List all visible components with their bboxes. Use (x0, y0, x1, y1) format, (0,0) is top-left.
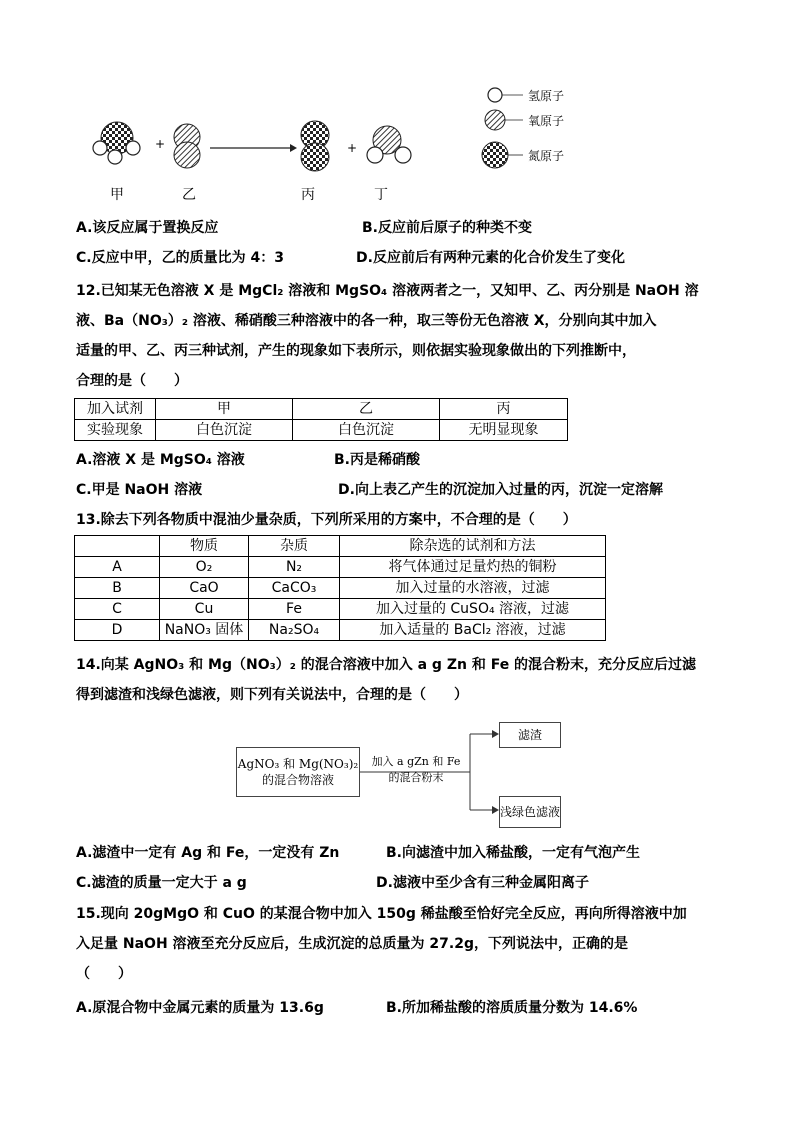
q12-table-cell-0: 实验现象 (75, 420, 156, 441)
q13-row-c-label: C (75, 599, 160, 620)
flow-source-line-1: AgNO₃ 和 Mg(NO₃)₂ (237, 757, 359, 771)
q12-table-header-2: 乙 (293, 399, 440, 420)
q13-row-c-impurity: Fe (249, 599, 340, 620)
q14-option-c: C.滤渣的质量一定大于 a g (76, 875, 247, 891)
q12-table-header-0: 加入试剂 (75, 399, 156, 420)
molecule-bing (301, 121, 329, 171)
q13-row-d-substance: NaNO₃ 固体 (160, 620, 249, 641)
q13-row-c-method: 加入过量的 CuSO₄ 溶液，过滤 (340, 599, 606, 620)
flow-arrow-label (364, 754, 468, 786)
label-bing: 丙 (301, 187, 315, 203)
q13-row-d-method: 加入适量的 BaCl₂ 溶液，过滤 (340, 620, 606, 641)
plus-sign-1: + (155, 137, 166, 151)
q12-stem-line-1: 12.已知某无色溶液 X 是 MgCl₂ 溶液和 MgSO₄ 溶液两者之一，又知甲、乙、丙分别是 NaOH 溶 (76, 283, 699, 299)
molecule-jia (93, 122, 140, 164)
q12-option-a: A.溶液 X 是 MgSO₄ 溶液 (76, 452, 245, 468)
legend-label-hydrogen: 氢原子 (528, 89, 565, 103)
label-jia: 甲 (110, 187, 124, 203)
q13-row-d-label: D (75, 620, 160, 641)
q11-option-a: A.该反应属于置换反应 (76, 220, 219, 236)
q15-option-a: A.原混合物中金属元素的质量为 13.6g (76, 1000, 324, 1016)
q12-option-d: D.向上表乙产生的沉淀加入过量的丙，沉淀一定溶解 (338, 482, 663, 498)
q13-row-a-impurity: N₂ (249, 557, 340, 578)
q13-row-b-substance: CaO (160, 578, 249, 599)
q12-table-cell-3: 无明显现象 (440, 420, 568, 441)
molecule-ding (367, 126, 411, 163)
q12-stem-line-4: 合理的是（ ） (76, 373, 188, 389)
legend-label-nitrogen: 氮原子 (528, 149, 565, 163)
q13-row-d-impurity: Na₂SO₄ (249, 620, 340, 641)
flow-source-box (236, 747, 360, 797)
q13-row-b-impurity: CaCO₃ (249, 578, 340, 599)
q12-table (74, 398, 568, 441)
flow-arrow-label-line-1: 加入 a gZn 和 Fe (371, 755, 461, 768)
q13-row-a-label: A (75, 557, 160, 578)
molecule-yi (174, 124, 200, 168)
q13-row-a-substance: O₂ (160, 557, 249, 578)
legend-hydrogen (488, 88, 523, 102)
q11-option-b: B.反应前后原子的种类不变 (362, 220, 532, 236)
q15-stem-line-3: （ ） (76, 966, 132, 982)
q15-stem-line-1: 15.现向 20gMgO 和 CuO 的某混合物中加入 150g 稀盐酸至恰好完全反应，再向所得溶液中加 (76, 906, 687, 922)
q14-option-a: A.滤渣中一定有 Ag 和 Fe，一定没有 Zn (76, 845, 340, 861)
q13-table-header-0 (75, 536, 160, 557)
q15-option-b: B.所加稀盐酸的溶质质量分数为 14.6% (386, 1000, 638, 1016)
legend-oxygen (485, 110, 523, 130)
q12-option-b: B.丙是稀硝酸 (334, 452, 420, 468)
q13-table-header-1: 物质 (160, 536, 249, 557)
q13-table-header-3: 除杂选的试剂和方法 (340, 536, 606, 557)
flow-output-filtrate: 浅绿色滤液 (499, 796, 561, 828)
q12-stem-line-2: 液、Ba（NO₃）₂ 溶液、稀硝酸三种溶液中的各一种，取三等份无色溶液 X，分别向其中加入 (76, 313, 657, 329)
q14-stem-line-2: 得到滤渣和浅绿色滤液，则下列有关说法中，合理的是（ ） (76, 687, 468, 703)
q14-stem-line-1: 14.向某 AgNO₃ 和 Mg（NO₃）₂ 的混合溶液中加入 a g Zn 和 Fe 的混合粉末，充分反应后过滤 (76, 657, 697, 673)
q12-table-header-1: 甲 (156, 399, 293, 420)
q11-option-d: D.反应前后有两种元素的化合价发生了变化 (356, 250, 625, 266)
legend-label-oxygen: 氧原子 (528, 114, 565, 128)
flow-output-residue: 滤渣 (499, 722, 561, 748)
q12-option-c: C.甲是 NaOH 溶液 (76, 482, 203, 498)
q12-table-header-3: 丙 (440, 399, 568, 420)
plus-sign-2: + (347, 141, 358, 155)
legend-nitrogen (482, 142, 523, 168)
q14-option-b: B.向滤渣中加入稀盐酸，一定有气泡产生 (386, 845, 640, 861)
flow-source-line-2: 的混合物溶液 (261, 773, 334, 787)
q12-stem-line-3: 适量的甲、乙、丙三种试剂，产生的现象如下表所示，则依据实验现象做出的下列推断中， (76, 343, 636, 359)
flow-arrow-label-line-2: 的混合粉末 (388, 771, 444, 784)
q13-row-b-label: B (75, 578, 160, 599)
q14-option-d: D.滤液中至少含有三种金属阳离子 (376, 875, 589, 891)
q15-stem-line-2: 入足量 NaOH 溶液至充分反应后，生成沉淀的总质量为 27.2g，下列说法中，正确的是 (76, 936, 628, 952)
q13-table-header-2: 杂质 (249, 536, 340, 557)
q11-option-c: C.反应中甲，乙的质量比为 4：3 (76, 250, 284, 266)
label-yi: 乙 (182, 187, 196, 203)
q13-row-a-method: 将气体通过足量灼热的铜粉 (340, 557, 606, 578)
q12-table-cell-1: 白色沉淀 (156, 420, 293, 441)
reaction-diagram (85, 80, 585, 190)
q13-row-c-substance: Cu (160, 599, 249, 620)
label-ding: 丁 (374, 187, 388, 203)
q13-stem: 13.除去下列各物质中混油少量杂质，下列所采用的方案中，不合理的是（ ） (76, 512, 577, 528)
q13-row-b-method: 加入过量的水溶液，过滤 (340, 578, 606, 599)
q13-table (74, 535, 606, 641)
q12-table-cell-2: 白色沉淀 (293, 420, 440, 441)
